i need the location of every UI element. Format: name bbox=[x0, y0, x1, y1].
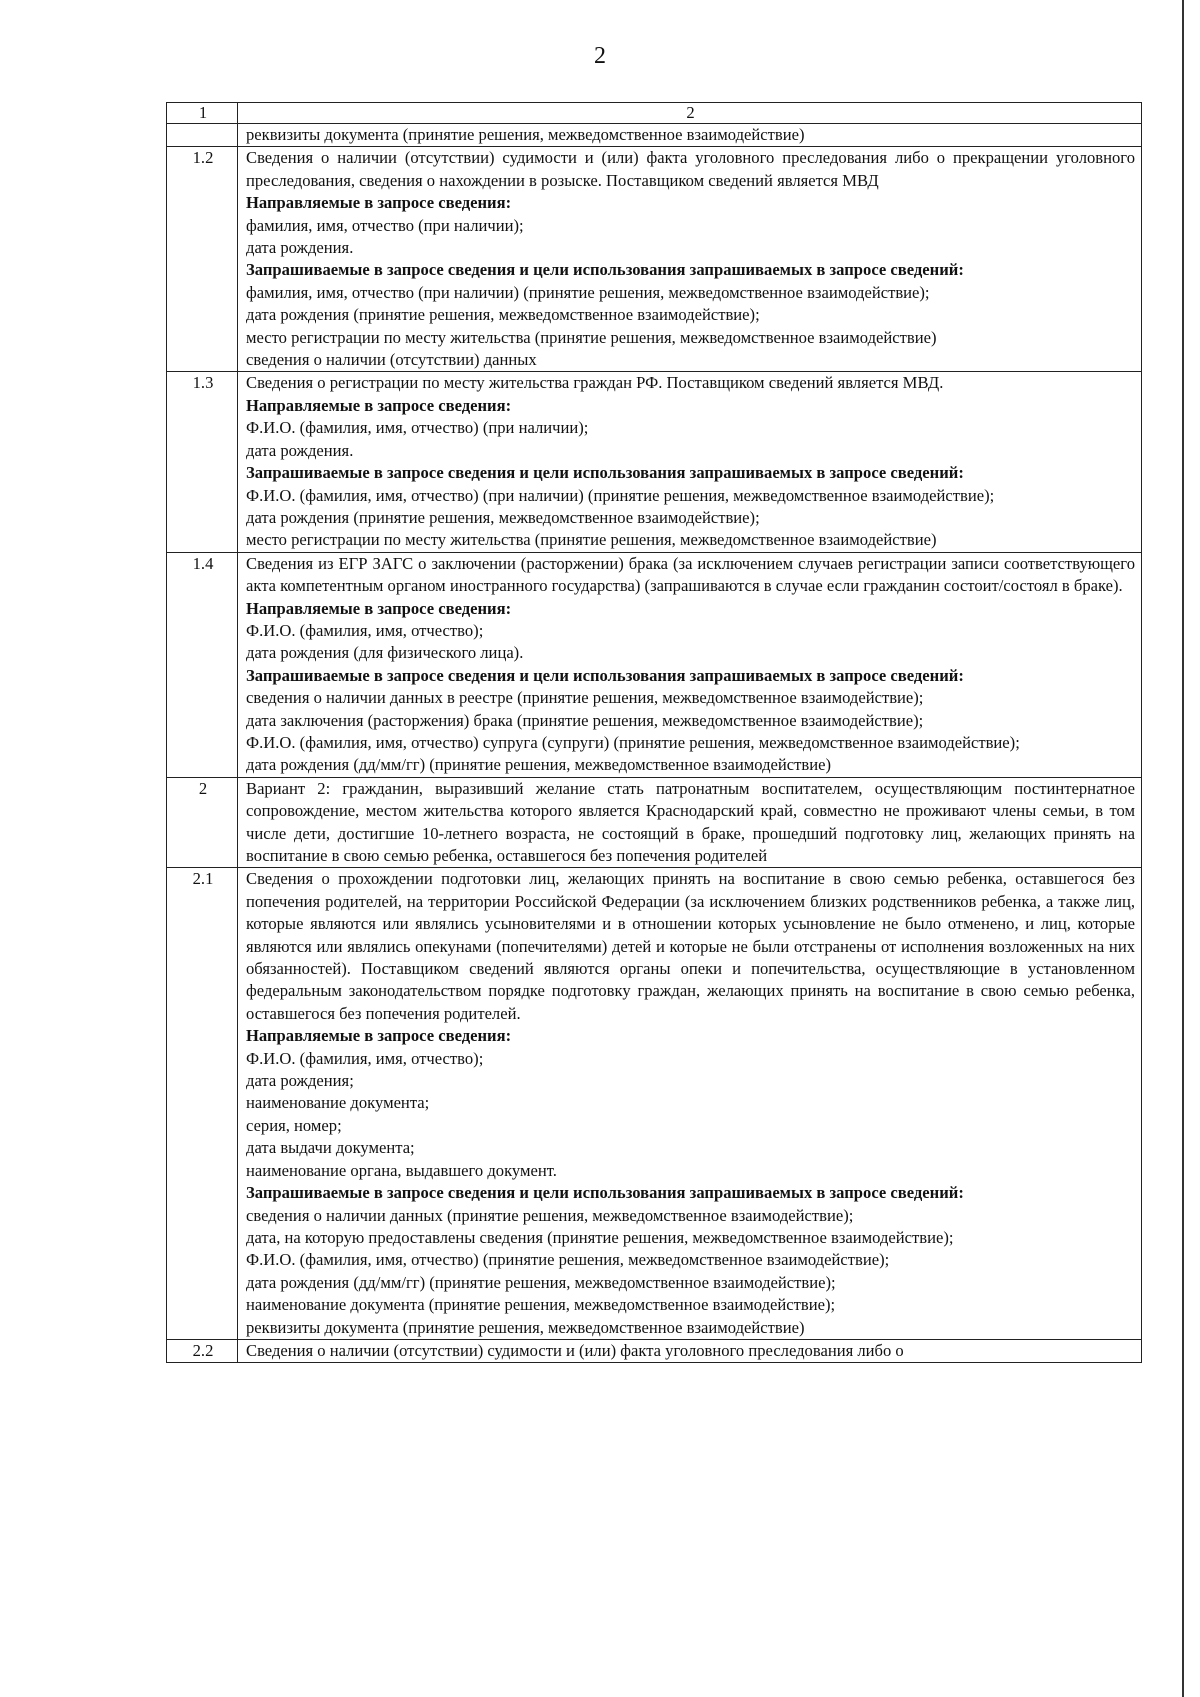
text-line: Ф.И.О. (фамилия, имя, отчество); bbox=[246, 1048, 484, 1068]
page-number: 2 bbox=[594, 43, 606, 69]
page-edge-line bbox=[1182, 0, 1184, 1697]
text-line: дата рождения. bbox=[246, 238, 354, 258]
header-col-1: 1 bbox=[167, 103, 238, 124]
text-line: Ф.И.О. (фамилия, имя, отчество) супруга (супруги) (принятие решения, межведомственное взаимодействие); bbox=[246, 732, 1020, 752]
header-col-2: 2 bbox=[238, 103, 1142, 124]
row-number: 1.2 bbox=[167, 147, 238, 372]
row-content bbox=[238, 124, 1142, 147]
section-heading: Запрашиваемые в запросе сведения и цели использования запрашиваемых в запросе сведений: bbox=[246, 260, 964, 280]
row-content bbox=[238, 1339, 1142, 1362]
row-number: 2.1 bbox=[167, 868, 238, 1340]
text-line: дата, на которую предоставлены сведения (принятие решения, межведомственное взаимодействие); bbox=[246, 1227, 954, 1247]
text-line: реквизиты документа (принятие решения, межведомственное взаимодействие) bbox=[246, 1317, 805, 1337]
text-line: Вариант 2: гражданин, выразивший желание стать патронатным воспитателем, осуществляющим постинтернатное сопровождение, местом жительства которого является Краснодарский край, совместно не проживают члены семьи, в том числе дети, достигшие 10-летнего возраста, не состоящий в браке, прошедший подготовку лиц, желающих принять на воспитание в свою семью ребенка, оставшегося без попечения родителей bbox=[246, 778, 1135, 865]
row-number: 2 bbox=[167, 777, 238, 868]
row-number bbox=[167, 124, 238, 147]
table-row bbox=[167, 147, 1142, 372]
table-header-row bbox=[167, 103, 1142, 124]
row-number: 1.3 bbox=[167, 372, 238, 552]
text-line: наименование документа; bbox=[246, 1093, 430, 1113]
row-number: 1.4 bbox=[167, 552, 238, 777]
text-line: Ф.И.О. (фамилия, имя, отчество); bbox=[246, 620, 484, 640]
text-line: наименование органа, выдавшего документ. bbox=[246, 1160, 557, 1180]
text-line: Сведения о наличии (отсутствии) судимости и (или) факта уголовного преследования либо о bbox=[246, 1340, 904, 1360]
requirements-table bbox=[166, 102, 1142, 1363]
section-heading: Направляемые в запросе сведения: bbox=[246, 1026, 512, 1046]
text-line: дата рождения (принятие решения, межведомственное взаимодействие); bbox=[246, 305, 760, 325]
text-line: Ф.И.О. (фамилия, имя, отчество) (при наличии) (принятие решения, межведомственное взаимодействие); bbox=[246, 485, 995, 505]
text-line: сведения о наличии данных (принятие решения, межведомственное взаимодействие); bbox=[246, 1205, 854, 1225]
text-line: Сведения о прохождении подготовки лиц, желающих принять на воспитание в свою семью ребенка, оставшегося без попечения родителей, на территории Российской Федерации (за исключением близких родственников ребенка, а также лиц, которые являются или являлись усыновителями и в отношении которых усыновление не было отменено, и лиц, которые являются или являлись опекунами (попечителями) детей и которые не были отстранены от исполнения возложенных на них обязанностей). Поставщиком сведений являются органы опеки и попечительства, осуществляющие в установленном федеральным законодательством порядке подготовку граждан, желающих принять на воспитание в свою семью ребенка, оставшегося без попечения родителей. bbox=[246, 869, 1135, 1023]
row-content bbox=[238, 372, 1142, 552]
text-line: Сведения о наличии (отсутствии) судимости и (или) факта уголовного преследования либо о прекращении уголовного преследования, сведения о нахождении в розыске. Поставщиком сведений является МВД bbox=[246, 148, 1135, 190]
table-row bbox=[167, 777, 1142, 868]
text-line: серия, номер; bbox=[246, 1115, 342, 1135]
text-line: наименование документа (принятие решения, межведомственное взаимодействие); bbox=[246, 1295, 836, 1315]
text-line: дата рождения (для физического лица). bbox=[246, 643, 524, 663]
table-row bbox=[167, 1339, 1142, 1362]
text-line: дата рождения (дд/мм/гг) (принятие решения, межведомственное взаимодействие); bbox=[246, 1272, 836, 1292]
text-line: дата рождения; bbox=[246, 1071, 354, 1091]
text-line: фамилия, имя, отчество (при наличии); bbox=[246, 215, 524, 235]
table-row bbox=[167, 372, 1142, 552]
text-line: Сведения из ЕГР ЗАГС о заключении (расторжении) брака (за исключением случаев регистрации записи соответствующего акта компетентным органом иностранного государства) (запрашиваются в случае если гражданин состоит/состоял в браке). bbox=[246, 553, 1135, 596]
text-line: место регистрации по месту жительства (принятие решения, межведомственное взаимодействие) bbox=[246, 530, 937, 550]
section-heading: Запрашиваемые в запросе сведения и цели использования запрашиваемых в запросе сведений: bbox=[246, 665, 964, 685]
table-row bbox=[167, 868, 1142, 1340]
text-line: дата рождения (принятие решения, межведомственное взаимодействие); bbox=[246, 507, 760, 527]
table-row bbox=[167, 552, 1142, 777]
section-heading: Направляемые в запросе сведения: bbox=[246, 395, 512, 415]
section-heading: Запрашиваемые в запросе сведения и цели использования запрашиваемых в запросе сведений: bbox=[246, 463, 964, 483]
row-content bbox=[238, 147, 1142, 372]
table-body bbox=[167, 103, 1142, 1363]
row-content bbox=[238, 777, 1142, 868]
text-line: дата заключения (расторжения) брака (принятие решения, межведомственное взаимодействие); bbox=[246, 710, 924, 730]
text-line: фамилия, имя, отчество (при наличии) (принятие решения, межведомственное взаимодействие); bbox=[246, 282, 930, 302]
text-line: Ф.И.О. (фамилия, имя, отчество) (принятие решения, межведомственное взаимодействие); bbox=[246, 1250, 890, 1270]
row-content bbox=[238, 868, 1142, 1340]
text-line: сведения о наличии данных в реестре (принятие решения, межведомственное взаимодействие); bbox=[246, 688, 924, 708]
section-heading: Запрашиваемые в запросе сведения и цели использования запрашиваемых в запросе сведений: bbox=[246, 1183, 964, 1203]
text-line: место регистрации по месту жительства (принятие решения, межведомственное взаимодействие) bbox=[246, 327, 937, 347]
text-line: реквизиты документа (принятие решения, межведомственное взаимодействие) bbox=[246, 125, 805, 144]
section-heading: Направляемые в запросе сведения: bbox=[246, 598, 512, 618]
text-line: дата выдачи документа; bbox=[246, 1138, 415, 1158]
text-line: Сведения о регистрации по месту жительства граждан РФ. Поставщиком сведений является МВД. bbox=[246, 373, 944, 393]
row-number: 2.2 bbox=[167, 1339, 238, 1362]
text-line: дата рождения. bbox=[246, 440, 354, 460]
table-row bbox=[167, 124, 1142, 147]
text-line: дата рождения (дд/мм/гг) (принятие решения, межведомственное взаимодействие) bbox=[246, 755, 831, 775]
text-line: Ф.И.О. (фамилия, имя, отчество) (при наличии); bbox=[246, 418, 589, 438]
section-heading: Направляемые в запросе сведения: bbox=[246, 193, 512, 213]
row-content bbox=[238, 552, 1142, 777]
text-line: сведения о наличии (отсутствии) данных bbox=[246, 350, 537, 370]
